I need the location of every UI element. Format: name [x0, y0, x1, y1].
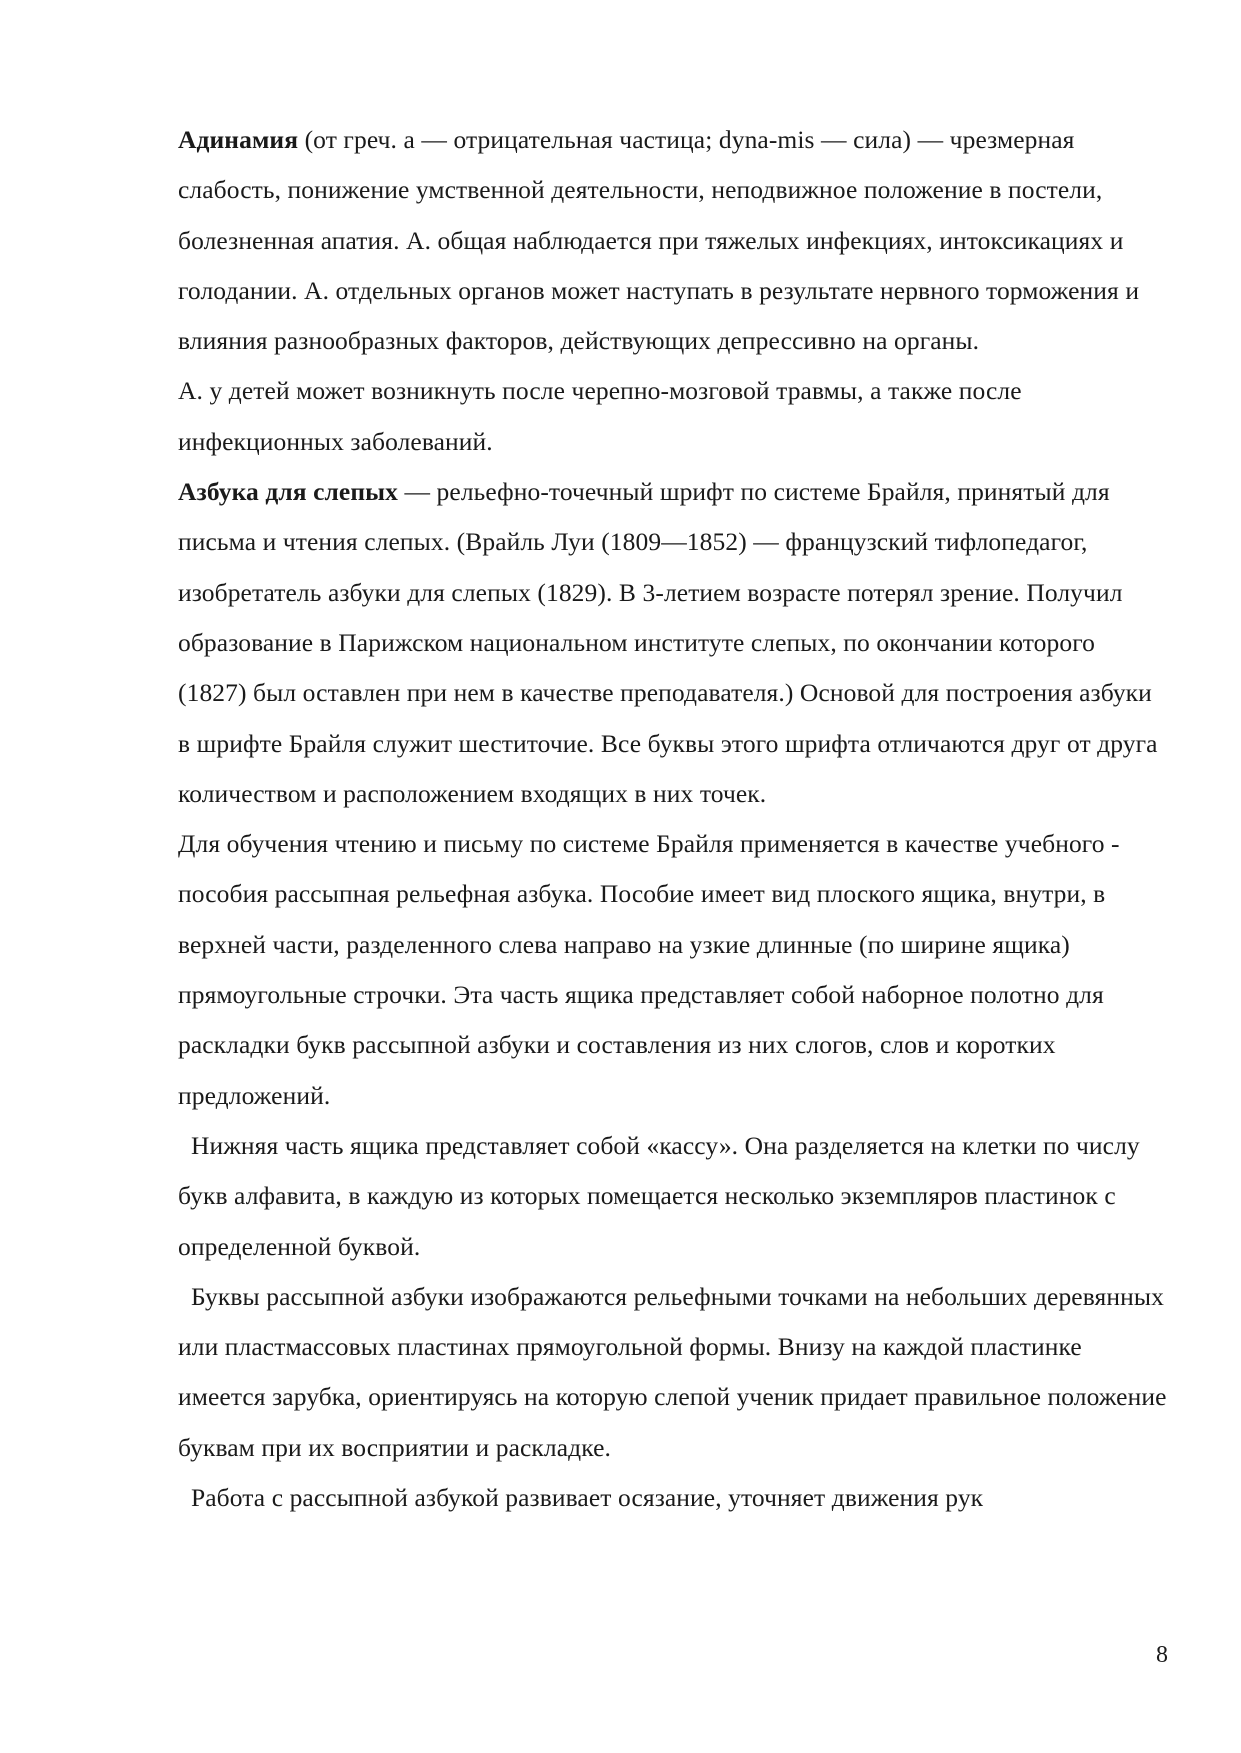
- paragraph-text: (от греч. а — отрицательная частица; dyna-mis — сила) — чрезмерная слабость, понижение умственной деятельности, неподвижное положение в постели, болезненная апатия. А. общая наблюдается при тяжелых инфекциях, интоксикациях и голодании. А. отдельных органов может наступать в результате нервного торможения и влияния разнообразных факторов, действующих депрессивно на органы.: [178, 125, 1140, 356]
- paragraph-text: Буквы рассыпной азбуки изображаются рельефными точками на небольших деревянных или пластмассовых пластинах прямоугольной формы. Внизу на каждой пластинке имеется зарубка, ориентируясь на которую слепой ученик придает правильное положение буквам при их восприятии и раскладке.: [178, 1281, 1173, 1462]
- paragraph-cash-box: [178, 1121, 1168, 1272]
- paragraph-adynamia-children: [178, 366, 1168, 467]
- page-number: 8: [1156, 1642, 1168, 1668]
- paragraph-text: — рельефно-точечный шрифт по системе Брайля, принятый для письма и чтения слепых. (Врайль Луи (1809—1852) — французский тифлопедагог, изобретатель азбуки для слепых (1829). В 3-летием возрасте потерял зрение. Получил образование в Парижском национальном институте слепых, по окончании которого (1827) был оставлен при нем в качестве преподавателя.) Основой для построения азбуки в шрифте Брайля служит шеститочие. Все буквы этого шрифта отличаются друг от друга количеством и расположением входящих в них точек.: [178, 477, 1158, 808]
- paragraph-adynamia: [178, 115, 1168, 366]
- paragraph-text: Нижняя часть ящика представляет собой «кассу». Она разделяется на клетки по числу букв алфавита, в каждую из которых помещается несколько экземпляров пластинок с определенной буквой.: [178, 1130, 1147, 1261]
- paragraph-text: Для обучения чтению и письму по системе Брайля применяется в качестве учебного - пособия рассыпная рельефная азбука. Пособие имеет вид плоского ящика, внутри, в верхней части, разделенного слева направо на узкие длинные (по ширине ящика) прямоугольные строчки. Эта часть ящика представляет собой наборное полотно для раскладки букв рассыпной азбуки и составления из них слогов, слов и коротких предложений.: [178, 829, 1120, 1110]
- paragraph-braille-alphabet: [178, 467, 1168, 819]
- paragraph-text: Работа с рассыпной азбукой развивает осязание, уточняет движения рук: [178, 1483, 984, 1513]
- term-heading: Адинамия: [178, 125, 299, 154]
- term-heading: Азбука для слепых: [178, 477, 398, 507]
- paragraph-text: А. у детей может возникнуть после черепно-мозговой травмы, а также после инфекционных заболеваний.: [178, 376, 1022, 456]
- paragraph-tactile-work: [178, 1473, 1168, 1523]
- body-text: [178, 115, 1173, 1523]
- paragraph-teaching-aid: [178, 819, 1168, 1121]
- paragraph-letter-plates: [178, 1272, 1173, 1473]
